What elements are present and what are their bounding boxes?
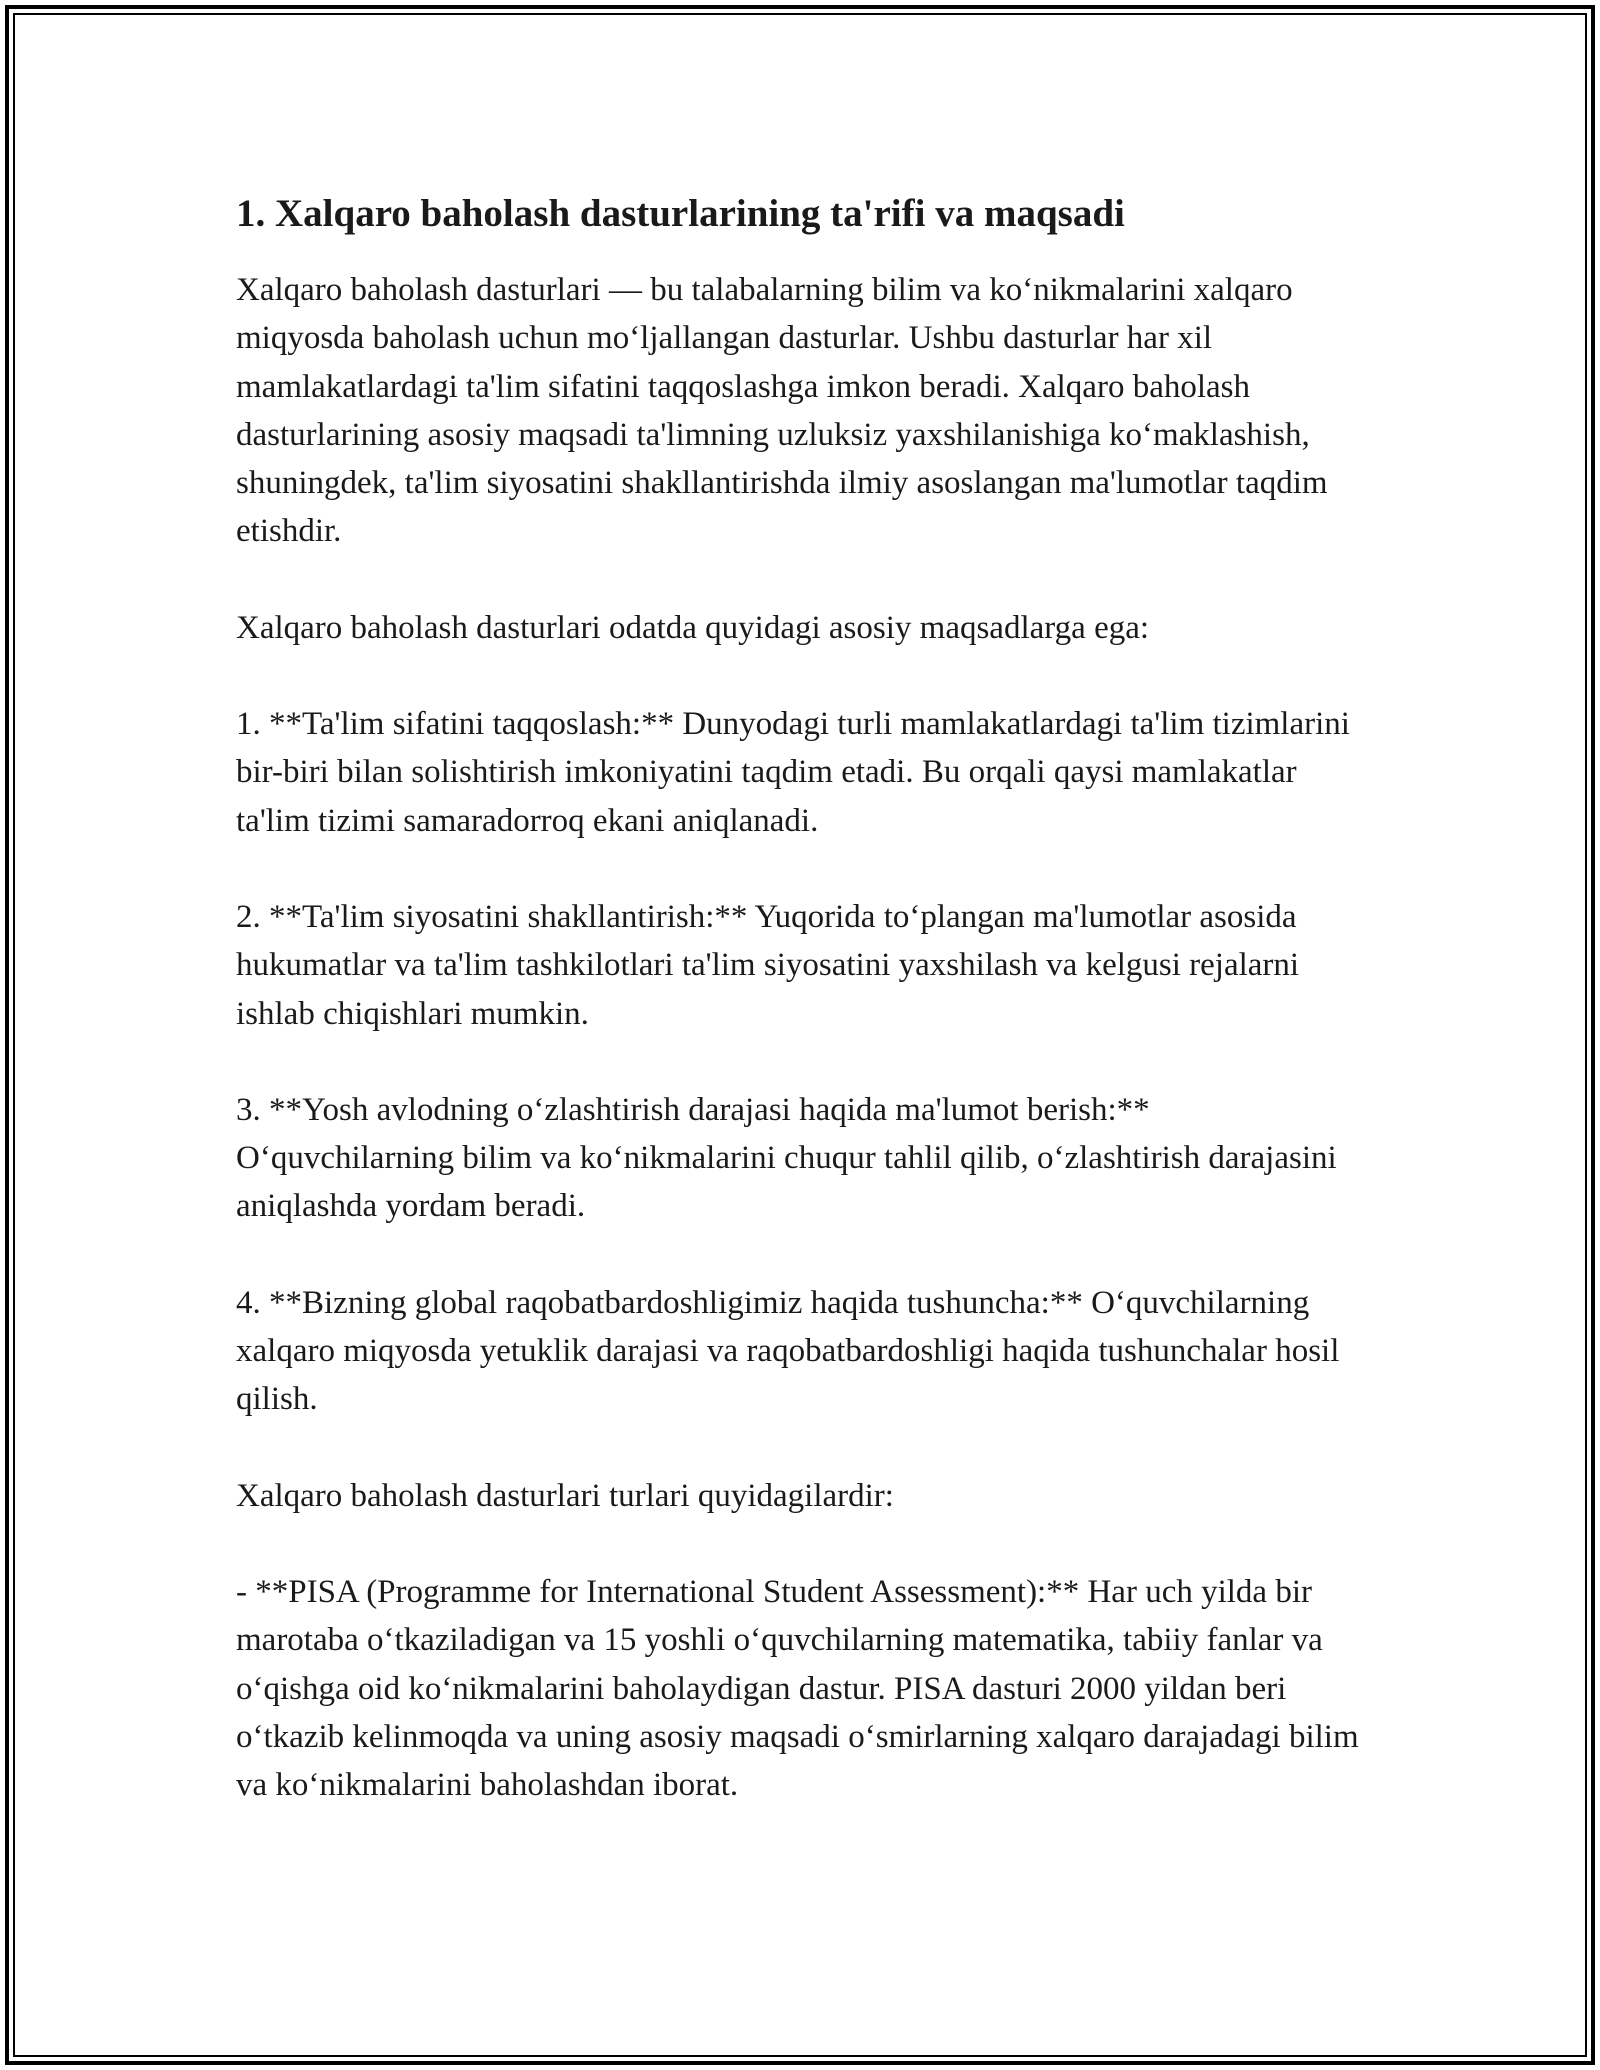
paragraph-types-intro: Xalqaro baholash dasturlari turlari quyidagilardir: xyxy=(236,1477,894,1514)
list-item-goal-4: 4. **Bizning global raqobatbardoshligimiz haqida tushuncha:** Oʻquvchilarning xalqaro miqyosda yetuklik darajasi va raqobatbardoshligi haqida tushunchalar hosil qilish. xyxy=(236,1284,1340,1418)
list-item-goal-1: 1. **Ta'lim sifatini taqqoslash:** Dunyodagi turli mamlakatlardagi ta'lim tizimlarini bir-biri bilan solishtirish imkoniyatini taqdim etadi. Bu orqali qaysi mamlakatlar ta'lim tizimi samaradorroq ekani aniqlanadi. xyxy=(236,706,1350,839)
list-item-goal-3: 3. **Yosh avlodning oʻzlashtirish darajasi haqida ma'lumot berish:** Oʻquvchilarning bilim va koʻnikmalarini chuqur tahlil qilib, oʻzlashtirish darajasini aniqlashda yordam beradi. xyxy=(236,1091,1337,1225)
document-body xyxy=(236,186,1366,1857)
list-item-goal-2: 2. **Ta'lim siyosatini shakllantirish:** Yuqorida toʻplangan ma'lumotlar asosida hukumatlar va ta'lim tashkilotlari ta'lim siyosatini yaxshilash va kelgusi rejalarni ishlab chiqishlari mumkin. xyxy=(236,898,1300,1032)
section-heading: 1. Xalqaro baholash dasturlarining ta'rifi va maqsadi xyxy=(236,192,1125,235)
paragraph-definition: Xalqaro baholash dasturlari — bu talabalarning bilim va koʻnikmalarini xalqaro miqyosda baholash uchun moʻljallangan dasturlar. Ushbu dasturlar har xil mamlakatlardagi ta'lim sifatini taqqoslashga imkon beradi. Xalqaro baholash dasturlarining asosiy maqsadi ta'limning uzluksiz yaxshilanishiga koʻmaklashish, shuningdek, ta'lim siyosatini shakllantirishda ilmiy asoslangan ma'lumotlar taqdim etishdir. xyxy=(236,272,1328,550)
list-item-pisa: - **PISA (Programme for International Student Assessment):** Har uch yilda bir marotaba oʻtkaziladigan va 15 yoshli oʻquvchilarning matematika, tabiiy fanlar va oʻqishga oid koʻnikmalarini baholaydigan dastur. PISA dasturi 2000 yildan beri oʻtkazib kelinmoqda va uning asosiy maqsadi oʻsmirlarning xalqaro darajadagi bilim va koʻnikmalarini baholashdan iborat. xyxy=(236,1573,1359,1804)
paragraph-goals-intro: Xalqaro baholash dasturlari odatda quyidagi asosiy maqsadlarga ega: xyxy=(236,609,1150,646)
